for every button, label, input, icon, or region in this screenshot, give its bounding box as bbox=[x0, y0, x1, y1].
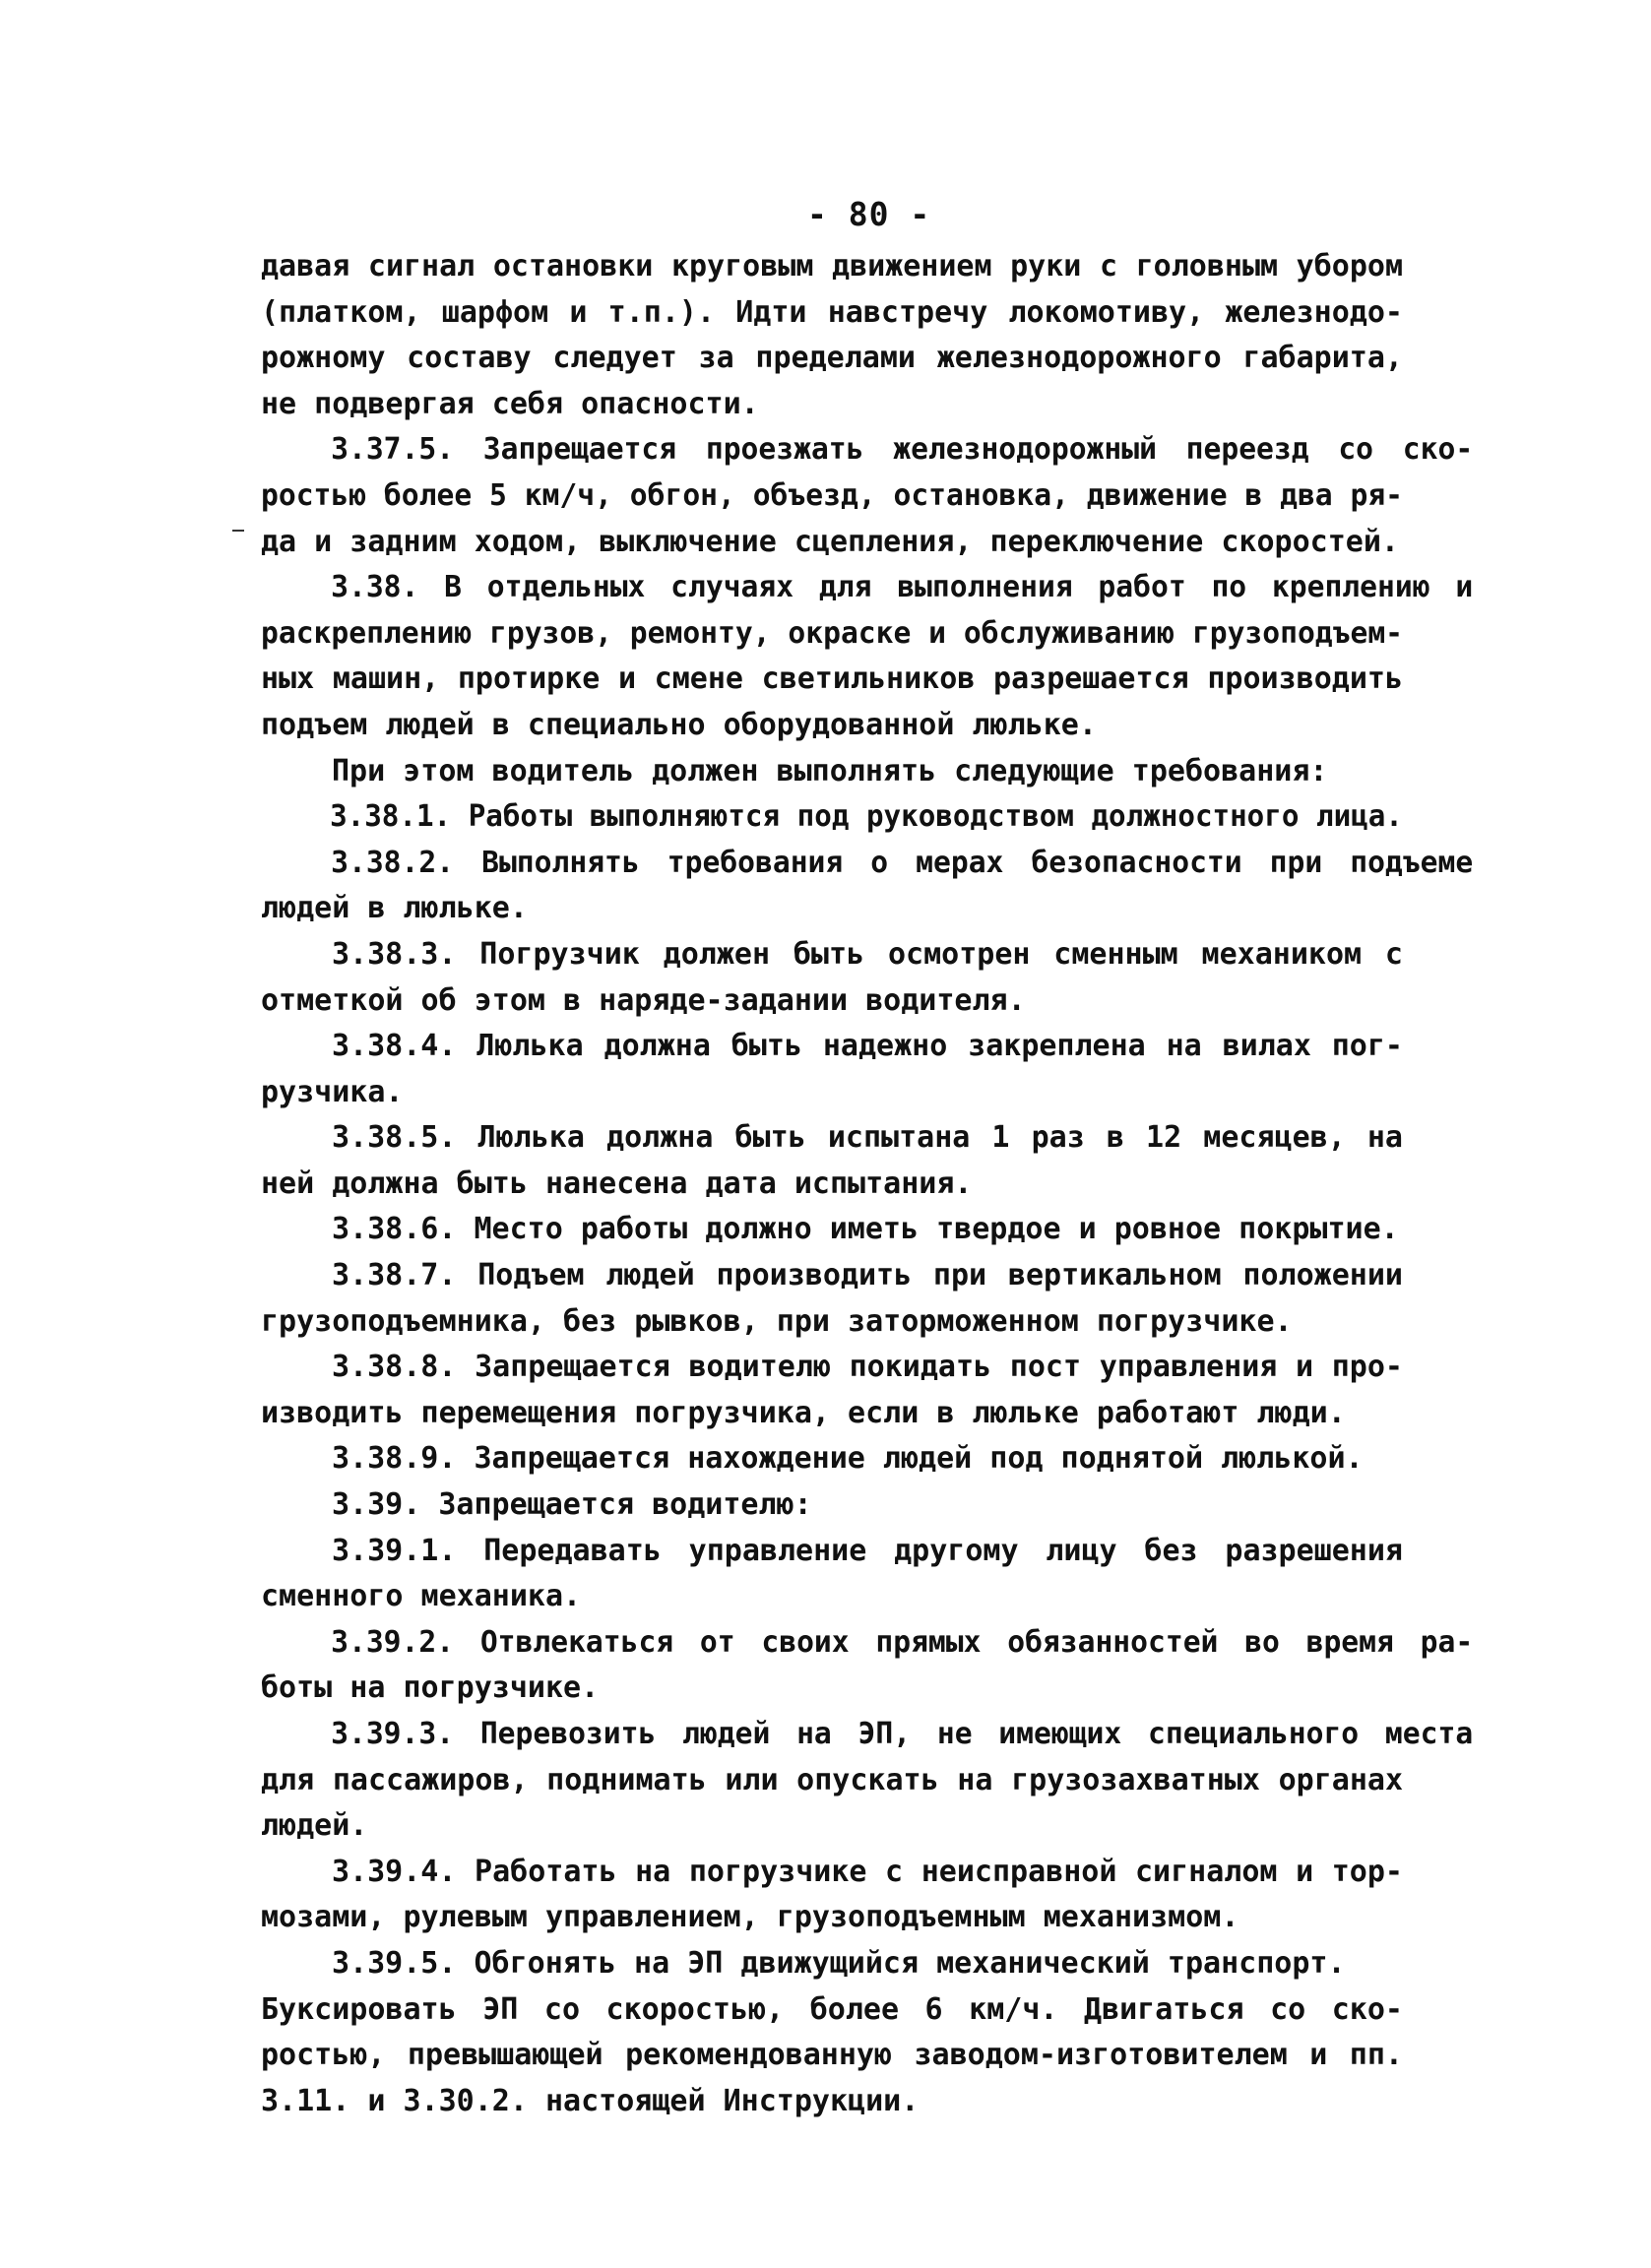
text-line: грузоподъемника, без рывков, при заторможенном погрузчике. bbox=[261, 1303, 1293, 1339]
text-line: 3.38. В отдельных случаях для выполнения работ по креплению и bbox=[331, 570, 1474, 605]
text-line: 3.38.1. Работы выполняются под руководством должностного лица. bbox=[330, 799, 1403, 835]
text-line: рузчика. bbox=[261, 1074, 404, 1109]
text-line: не подвергая себя опасности. bbox=[261, 386, 759, 421]
text-line: 3.39. Запрещается водителю: bbox=[332, 1487, 812, 1523]
text-line: 3.11. и 3.30.2. настоящей Инструкции. bbox=[261, 2083, 920, 2118]
text-line: ней должна быть нанесена дата испытания. bbox=[261, 1166, 973, 1201]
text-line: 3.38.7. Подъем людей производить при вертикальном положении bbox=[332, 1258, 1403, 1293]
text-line: давая сигнал остановки круговым движением руки с головным убором bbox=[261, 249, 1403, 284]
text-line: боты на погрузчике. bbox=[261, 1670, 600, 1706]
text-line: 3.39.5. Обгонять на ЭП движущийся механический транспорт. bbox=[332, 1945, 1346, 1981]
text-line: Буксировать ЭП со скоростью, более 6 км/ч. Двигаться со ско- bbox=[261, 1991, 1403, 2027]
text-line: мозами, рулевым управлением, грузоподъемным механизмом. bbox=[261, 1900, 1239, 1935]
text-line: 3.38.3. Погрузчик должен быть осмотрен сменным механиком с bbox=[332, 936, 1403, 972]
body-text bbox=[261, 244, 1474, 2124]
text-line: для пассажиров, поднимать или опускать на грузозахватных органах bbox=[261, 1762, 1403, 1797]
text-line: 3.37.5. Запрещается проезжать железнодорожный переезд со ско- bbox=[331, 432, 1474, 468]
text-line: рожному составу следует за пределами железнодорожного габарита, bbox=[261, 341, 1403, 376]
text-line: 3.38.8. Запрещается водителю покидать пост управления и про- bbox=[332, 1350, 1403, 1385]
text-line: 3.39.1. Передавать управление другому лицу без разрешения bbox=[332, 1533, 1403, 1568]
text-line: изводить перемещения погрузчика, если в люльке работают люди. bbox=[261, 1395, 1346, 1430]
text-line: 3.39.3. Перевозить людей на ЭП, не имеющих специального места bbox=[331, 1717, 1474, 1751]
text-line: сменного механика. bbox=[261, 1579, 582, 1614]
text-line: 3.39.2. Отвлекаться от своих прямых обязанностей во время ра- bbox=[331, 1624, 1474, 1660]
text-line: 3.38.5. Люлька должна быть испытана 1 раз в 12 месяцев, на bbox=[332, 1120, 1403, 1156]
text-line: 3.38.2. Выполнять требования о мерах безопасности при подъеме bbox=[331, 845, 1474, 880]
text-line: раскреплению грузов, ремонту, окраске и обслуживанию грузоподъем- bbox=[261, 615, 1404, 651]
text-line: 3.38.6. Место работы должно иметь твердое и ровное покрытие. bbox=[332, 1212, 1399, 1247]
text-line: людей в люльке. bbox=[261, 891, 528, 926]
margin-mark bbox=[232, 530, 244, 532]
text-line: При этом водитель должен выполнять следующие требования: bbox=[332, 753, 1328, 788]
text-line: отметкой об этом в наряде-задании водителя. bbox=[261, 982, 1026, 1018]
text-line: ростью более 5 км/ч, обгон, объезд, остановка, движение в два ря- bbox=[261, 477, 1404, 513]
text-line: подъем людей в специально оборудованной люльке. bbox=[261, 707, 1097, 742]
text-line: 3.38.9. Запрещается нахождение людей под поднятой люлькой. bbox=[332, 1441, 1364, 1477]
text-line: (платком, шарфом и т.п.). Идти навстречу локомотиву, железнодо- bbox=[261, 294, 1403, 330]
text-line: да и задним ходом, выключение сцепления, переключение скоростей. bbox=[261, 524, 1399, 559]
text-line: ростью, превышающей рекомендованную заводом-изготовителем и пп. bbox=[261, 2038, 1403, 2073]
text-line: 3.39.4. Работать на погрузчике с неисправной сигналом и тор- bbox=[332, 1854, 1403, 1889]
text-line: людей. bbox=[261, 1808, 368, 1844]
page-number: - 80 - bbox=[807, 195, 931, 233]
text-line: ных машин, протирке и смене светильников разрешается производить bbox=[261, 662, 1403, 697]
text-line: 3.38.4. Люлька должна быть надежно закреплена на вилах пог- bbox=[332, 1029, 1403, 1064]
